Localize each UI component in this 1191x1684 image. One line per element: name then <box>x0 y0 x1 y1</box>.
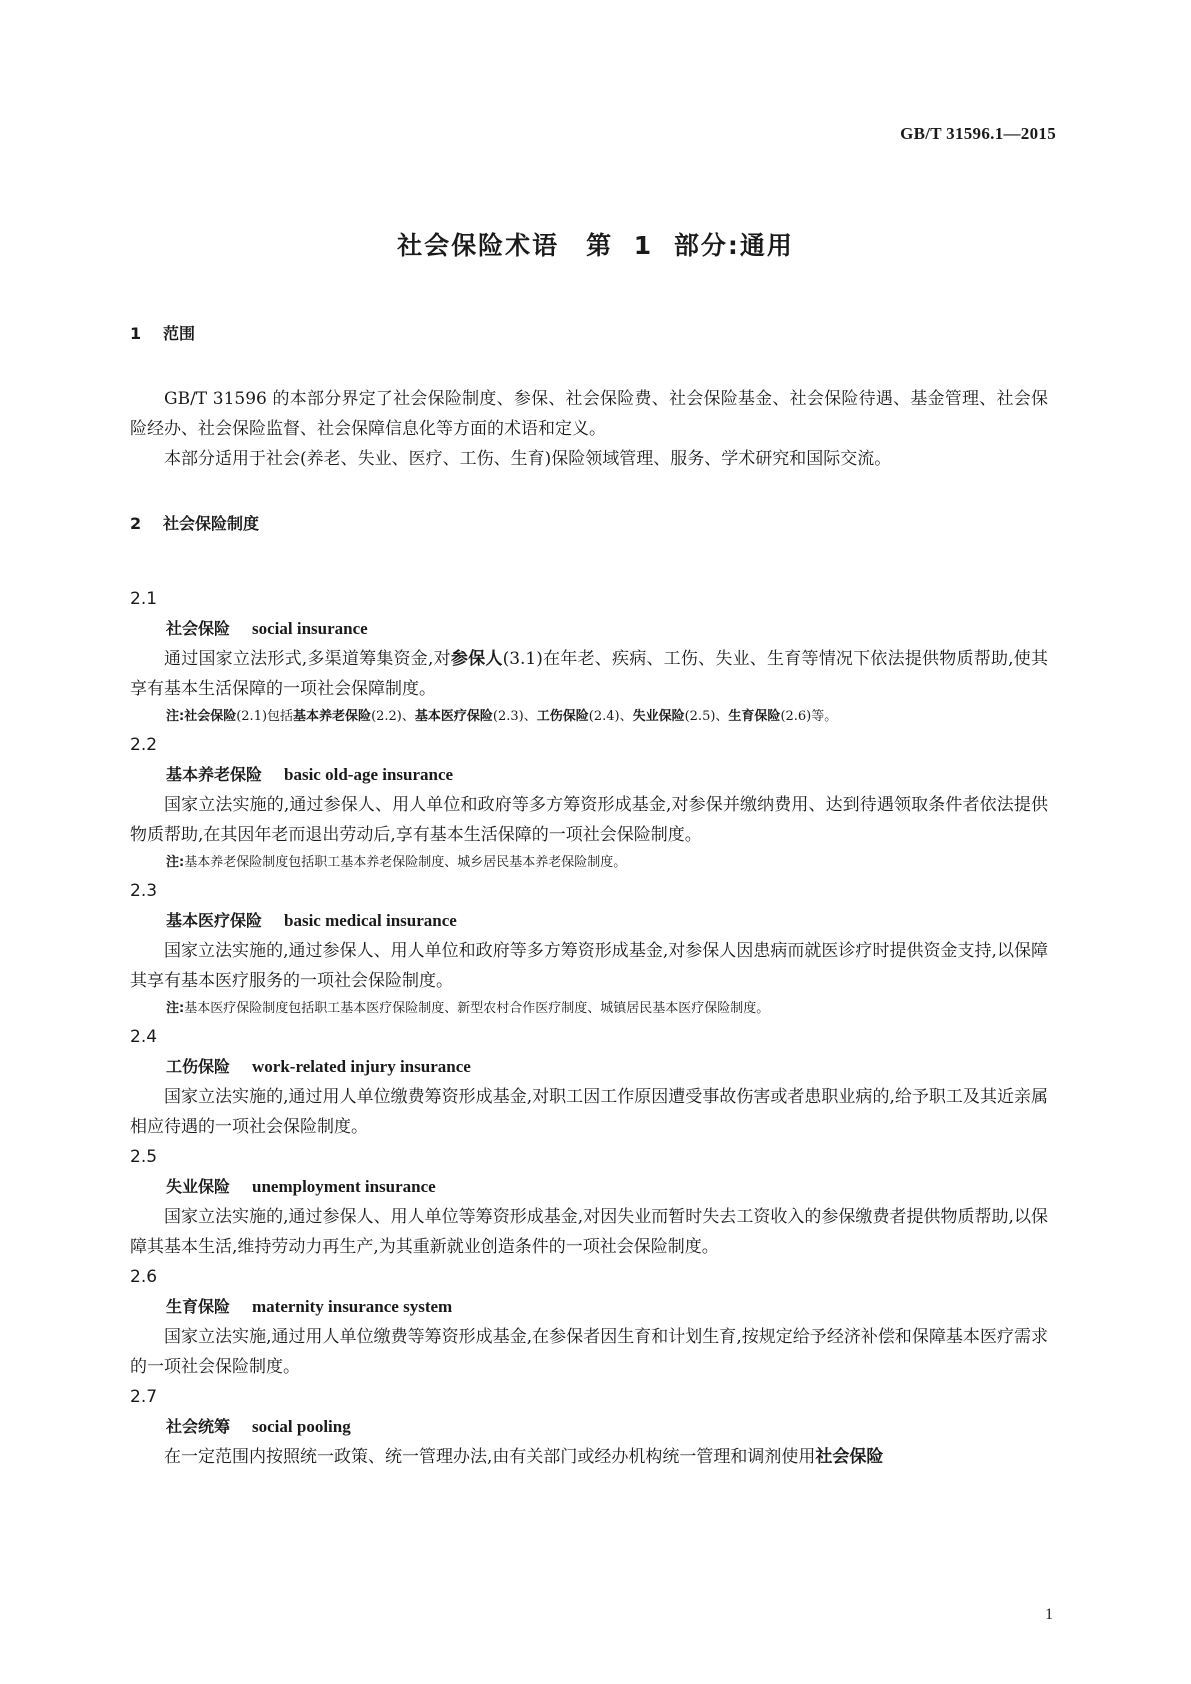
section-number: 2 <box>130 514 142 533</box>
section-heading-scope <box>130 322 1048 346</box>
term-name <box>130 1292 1048 1322</box>
term-entry <box>130 730 1048 876</box>
term-number: 2.3 <box>130 881 158 901</box>
note-label: 注: <box>166 855 185 870</box>
term-definition: 通过国家立法形式,多渠道筹集资金,对参保人(3.1)在年老、疾病、工伤、失业、生育等情况下依法提供物质帮助,使其享有基本生活保障的一项社会保障制度。 <box>130 649 1049 699</box>
term-name-en: work-related injury insurance <box>252 1057 471 1076</box>
term-entry <box>130 1262 1048 1382</box>
term-reference: 参保人 <box>450 649 503 669</box>
section-title: 社会保险制度 <box>163 514 260 533</box>
term-name <box>130 1412 1048 1442</box>
term-name-zh: 生育保险 <box>166 1297 231 1316</box>
term-reference: 社会保险 <box>815 1447 884 1467</box>
term-name-zh: 失业保险 <box>166 1177 231 1196</box>
term-definition: 国家立法实施的,通过用人单位缴费筹资形成基金,对职工因工作原因遭受事故伤害或者患职业病的,给予职工及其近亲属相应待遇的一项社会保险制度。 <box>130 1087 1048 1137</box>
scope-paragraph-1: GB/T 31596 的本部分界定了社会保险制度、参保、社会保险费、社会保险基金、社会保险待遇、基金管理、社会保险经办、社会保险监督、社会保障信息化等方面的术语和定义。 <box>130 389 1048 439</box>
term-number: 2.5 <box>130 1147 158 1167</box>
term-name-en: basic medical insurance <box>284 911 457 930</box>
term-definition: 国家立法实施的,通过参保人、用人单位等筹资形成基金,对因失业而暂时失去工资收入的参保缴费者提供物质帮助,以保障其基本生活,维持劳动力再生产,为其重新就业创造条件的一项社会保险制度。 <box>130 1207 1048 1257</box>
term-definition: 国家立法实施的,通过参保人、用人单位和政府等多方筹资形成基金,对参保人因患病而就医诊疗时提供资金支持,以保障其享有基本医疗服务的一项社会保险制度。 <box>130 941 1048 991</box>
term-number: 2.1 <box>130 589 158 609</box>
term-name-en: social pooling <box>252 1417 351 1436</box>
term-name-en: maternity insurance system <box>252 1297 453 1316</box>
scope-paragraph-2: 本部分适用于社会(养老、失业、医疗、工伤、生育)保险领域管理、服务、学术研究和国际交流。 <box>164 449 892 469</box>
note-label: 注: <box>166 1001 185 1016</box>
term-name-zh: 工伤保险 <box>166 1057 231 1076</box>
term-note: 注:社会保险(2.1)包括基本养老保险(2.2)、基本医疗保险(2.3)、工伤保险(2.4)、失业保险(2.5)、生育保险(2.6)等。 <box>166 709 838 724</box>
term-number: 2.7 <box>130 1387 158 1407</box>
page-number: 1 <box>1045 1606 1053 1623</box>
term-entry <box>130 584 1048 730</box>
term-name <box>130 760 1048 790</box>
term-name-zh: 社会保险 <box>166 619 231 638</box>
term-name-en: basic old-age insurance <box>284 765 454 784</box>
section-heading-system <box>130 512 1048 536</box>
note-label: 注: <box>166 709 185 724</box>
term-name <box>130 614 1048 644</box>
term-entry <box>130 1382 1048 1472</box>
term-entry <box>130 876 1048 1022</box>
term-definition: 国家立法实施,通过用人单位缴费等筹资形成基金,在参保者因生育和计划生育,按规定给予经济补偿和保障基本医疗需求的一项社会保险制度。 <box>130 1327 1048 1377</box>
term-name <box>130 1172 1048 1202</box>
standard-code: GB/T 31596.1—2015 <box>900 124 1056 143</box>
term-name <box>130 906 1048 936</box>
term-number: 2.2 <box>130 735 158 755</box>
term-number: 2.4 <box>130 1027 158 1047</box>
section-title: 范围 <box>163 324 196 343</box>
section-number: 1 <box>130 324 142 343</box>
term-name-zh: 社会统筹 <box>166 1417 231 1436</box>
term-name-en: unemployment insurance <box>252 1177 436 1196</box>
term-name-en: social insurance <box>252 619 368 638</box>
term-note: 注:基本医疗保险制度包括职工基本医疗保险制度、新型农村合作医疗制度、城镇居民基本医疗保险制度。 <box>166 1001 770 1016</box>
term-definition: 国家立法实施的,通过参保人、用人单位和政府等多方筹资形成基金,对参保并缴纳费用、达到待遇领取条件者依法提供物质帮助,在其因年老而退出劳动后,享有基本生活保障的一项社会保险制度。 <box>130 795 1048 845</box>
term-name-zh: 基本医疗保险 <box>166 911 263 930</box>
term-name-zh: 基本养老保险 <box>166 765 263 784</box>
term-definition: 在一定范围内按照统一政策、统一管理办法,由有关部门或经办机构统一管理和调剂使用社会保险 <box>164 1447 884 1467</box>
term-entry <box>130 1142 1048 1262</box>
term-entry <box>130 1022 1048 1142</box>
document-body <box>130 322 1048 1472</box>
document-title: 社会保险术语 第 1 部分:通用 <box>397 231 794 260</box>
term-number: 2.6 <box>130 1267 158 1287</box>
term-name <box>130 1052 1048 1082</box>
term-note: 注:基本养老保险制度包括职工基本养老保险制度、城乡居民基本养老保险制度。 <box>166 855 627 870</box>
